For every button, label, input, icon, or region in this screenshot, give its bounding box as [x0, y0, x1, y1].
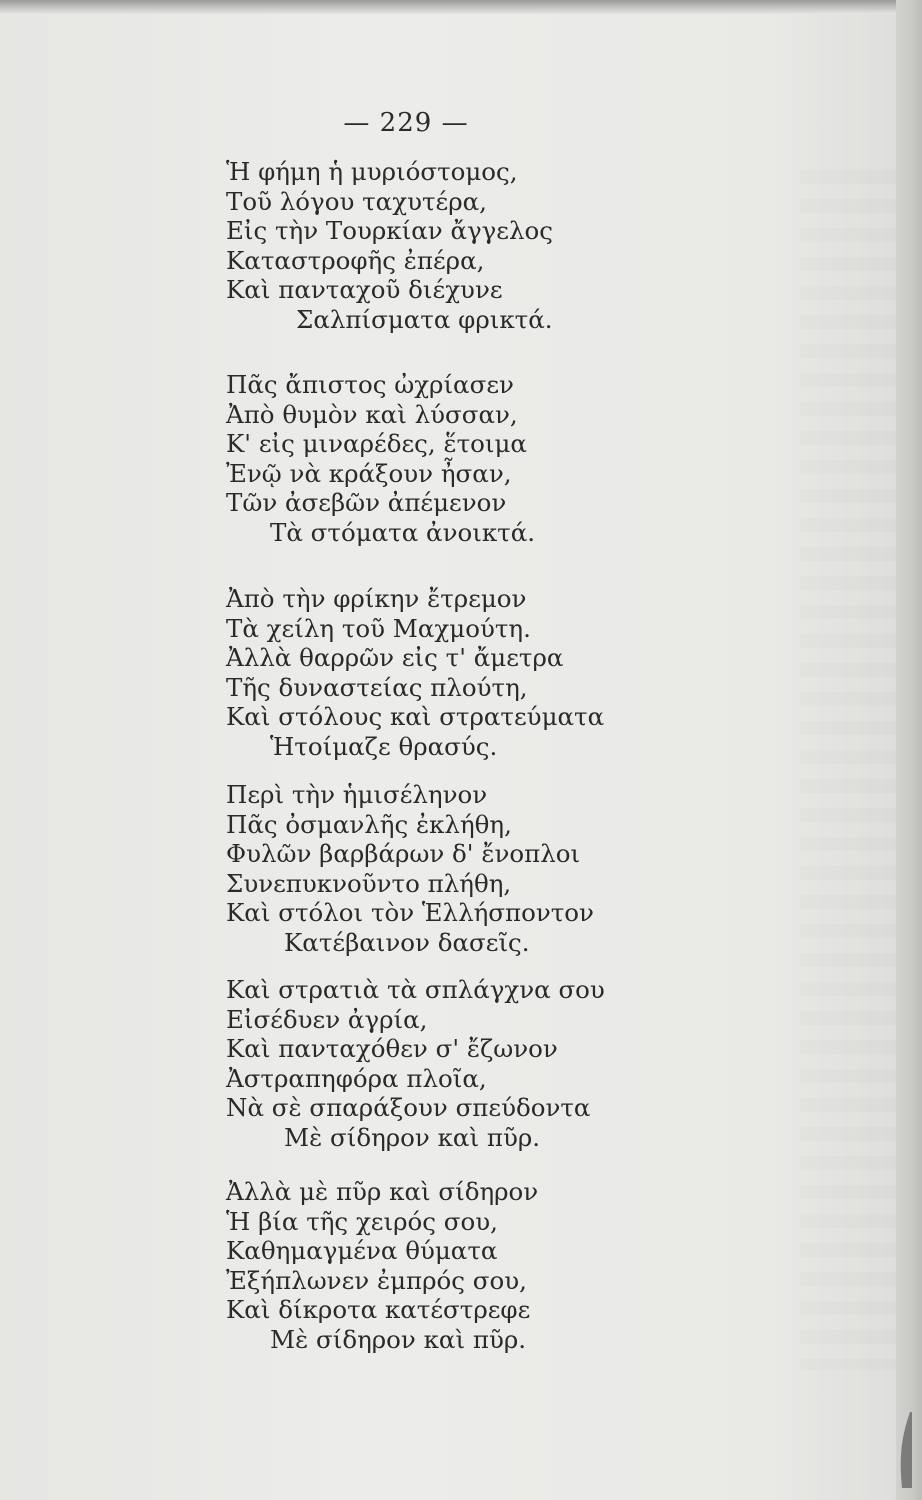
verse-line: Νὰ σὲ σπαράξουν σπεύδοντα [226, 1093, 591, 1122]
page-right-edge [896, 0, 922, 1500]
verse-line: Ἀλλὰ θαρρῶν εἰς τ' ἄμετρα [226, 643, 564, 672]
verse-line: Καταστροφῆς ἐπέρα, [226, 245, 485, 275]
verse-line: Ἀστραπηφόρα πλοῖα, [226, 1063, 487, 1093]
verse-line: Καὶ δίκροτα κατέστρεφε [226, 1295, 531, 1324]
verse-line: Σαλπίσματα φρικτά. [296, 304, 553, 334]
page-number: — 229 — [343, 108, 469, 138]
bleed-through-text [800, 170, 896, 1370]
verse-line: Ἀλλὰ μὲ πῦρ καὶ σίδηρον [226, 1177, 539, 1206]
stanza-3 [226, 584, 646, 761]
verse-line: Ἡ φήμη ἡ μυριόστομος, [226, 157, 518, 186]
verse-line: Περὶ τὴν ἡμισέληνον [226, 780, 488, 809]
verse-line: Καὶ πανταχόθεν σ' ἔζωνον [226, 1034, 558, 1063]
stanza-1 [226, 157, 646, 334]
verse-line: Ἐξήπλωνεν ἐμπρός σου, [226, 1265, 527, 1295]
verse-line: Καὶ στόλους καὶ στρατεύματα [226, 702, 605, 731]
stanza-4 [226, 780, 646, 957]
stanza-2 [226, 370, 646, 547]
verse-line: Ἀπὸ τὴν φρίκην ἔτρεμον [226, 584, 527, 613]
verse-line: Μὲ σίδηρον καὶ πῦρ. [270, 1324, 527, 1354]
verse-line: Ἀπὸ θυμὸν καὶ λύσσαν, [226, 399, 518, 429]
verse-line: Τῆς δυναστείας πλούτη, [226, 672, 528, 702]
verse-line: Ἡτοίμαζε θρασύς. [270, 731, 498, 761]
verse-line: Καθημαγμένα θύματα [226, 1236, 498, 1265]
verse-line: Τὰ χείλη τοῦ Μαχμούτη. [226, 613, 531, 643]
verse-line: Κατέβαινον δασεῖς. [284, 927, 530, 957]
stanza-6 [226, 1177, 646, 1354]
verse-line: Τῶν ἀσεβῶν ἀπέμενον [226, 488, 507, 517]
verse-line: Καὶ στρατιὰ τὰ σπλάγχνα σου [226, 975, 605, 1004]
stanza-5 [226, 975, 646, 1152]
verse-line: Τὰ στόματα ἀνοικτά. [270, 517, 536, 547]
page-top-edge [0, 0, 922, 14]
verse-line: Εἰς τὴν Τουρκίαν ἄγγελος [226, 216, 553, 245]
verse-line: Καὶ στόλοι τὸν Ἑλλήσποντον [226, 898, 594, 927]
page-corner-wear [882, 1410, 912, 1490]
verse-line: Καὶ πανταχοῦ διέχυνε [226, 275, 503, 304]
verse-line: Εἰσέδυεν ἀγρία, [226, 1004, 428, 1034]
verse-line: Μὲ σίδηρον καὶ πῦρ. [284, 1122, 541, 1152]
verse-line: Κ' εἰς μιναρέδες, ἕτοιμα [226, 429, 527, 458]
verse-line: Ἡ βία τῆς χειρός σου, [226, 1206, 498, 1236]
verse-line: Πᾶς ἄπιστος ὠχρίασεν [226, 370, 514, 399]
verse-line: Φυλῶν βαρβάρων δ' ἔνοπλοι [226, 839, 581, 868]
verse-line: Ἐνῷ νὰ κράξουν ἦσαν, [226, 458, 512, 488]
verse-line: Συνεπυκνοῦντο πλήθη, [226, 868, 512, 898]
verse-line: Τοῦ λόγου ταχυτέρα, [226, 186, 487, 216]
verse-line: Πᾶς ὀσμανλῆς ἐκλήθη, [226, 809, 512, 839]
